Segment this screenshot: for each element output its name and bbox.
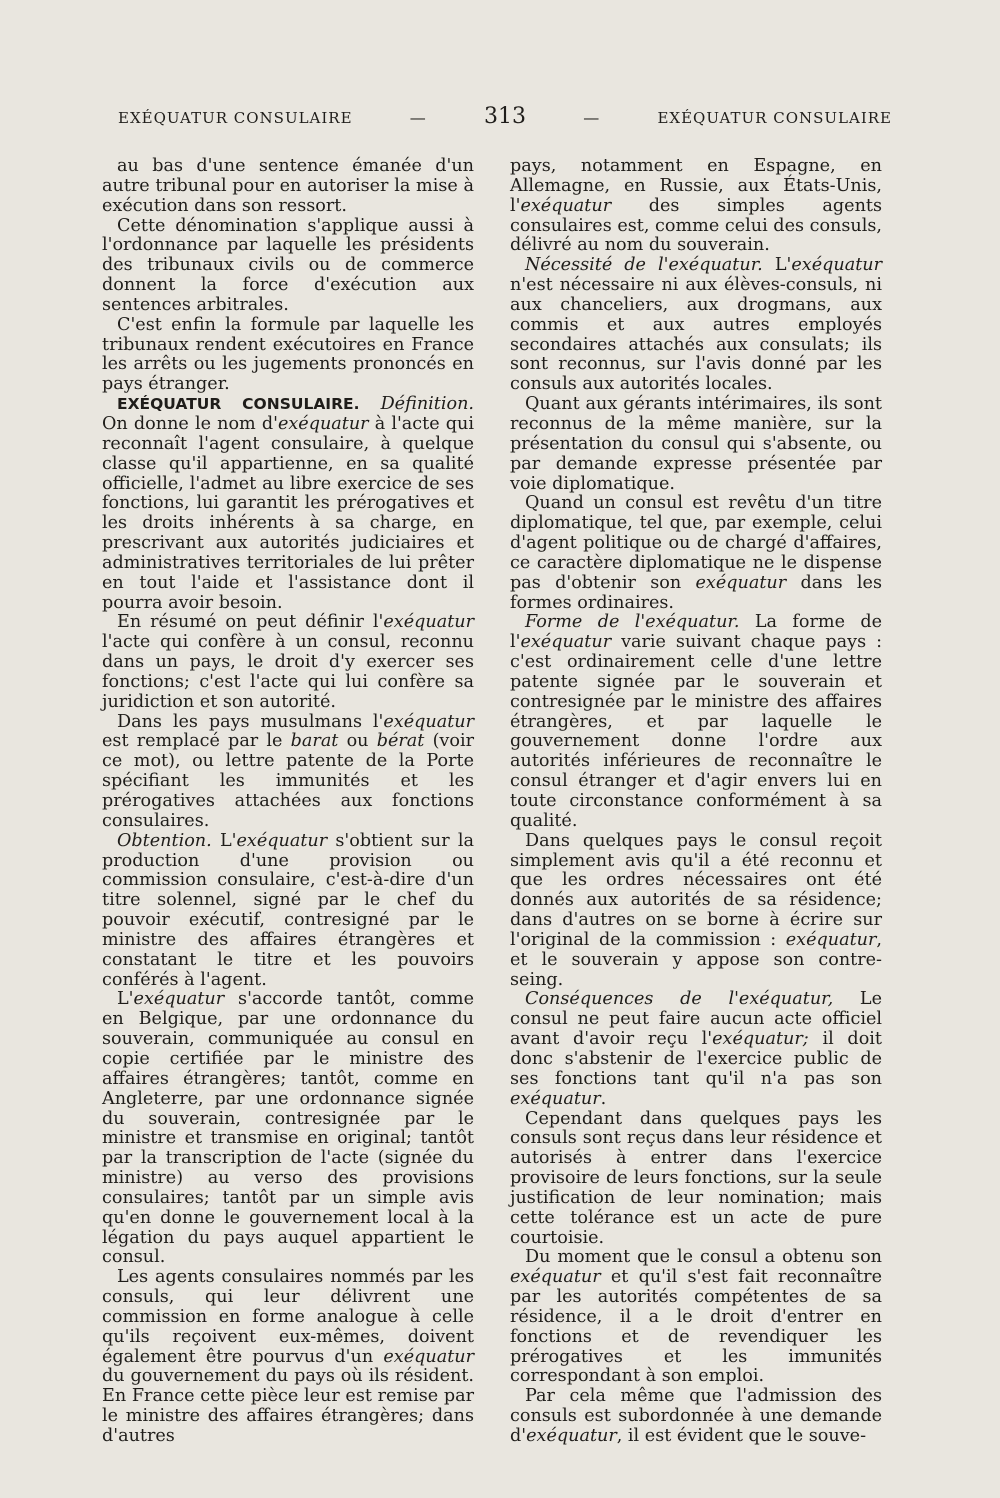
italic-term: exéquatur xyxy=(236,830,328,851)
italic-term: exéquatur xyxy=(510,1267,601,1288)
text-run: Cependant dans quelques pays les consuls sont reçus dans leur résidence et autorisés à entrer dans l'exercice provisoire de leurs fonctions, sur la seule justification de leur nomination; mais cette tolérance est un acte de pure courtoisie. xyxy=(510,1108,882,1248)
subsection-heading: Obtention. xyxy=(117,830,212,851)
paragraph xyxy=(102,832,474,991)
subsection-heading: Définition. xyxy=(380,394,474,415)
paragraph xyxy=(102,1268,474,1447)
subsection-heading: Conséquences de l'exéquatur, xyxy=(525,989,834,1010)
text-run: Par cela même que l'admission des consuls est subordonnée à une demande d' xyxy=(510,1386,882,1446)
paragraph xyxy=(510,1248,882,1387)
text-run: à l'acte qui reconnaît l'agent consulaire, à quelque classe qu'il appartienne, en sa qualité officielle, l'admet au libre exercice de ses fonctions, lui garantit les prérogatives et les droits inhérents à sa charge, en prescrivant aux autorités judiciaires et administratives territoriales de lui prêter en tout l'aide et l'assistance dont il pourra avoir besoin. xyxy=(102,413,474,613)
text-run: Du moment que le consul a obtenu son xyxy=(525,1247,882,1268)
italic-term: barat xyxy=(290,731,339,752)
italic-term: exéquatur xyxy=(695,572,787,593)
text-run: L' xyxy=(117,989,134,1010)
paragraph xyxy=(102,395,474,613)
italic-term: exéquatur xyxy=(791,255,882,276)
italic-term: exéquatur xyxy=(383,612,474,633)
italic-term: exéquatur xyxy=(510,1088,601,1109)
italic-term: exéquatur xyxy=(383,1346,474,1367)
running-head xyxy=(118,104,892,132)
paragraph xyxy=(510,494,882,613)
italic-term: exéquatur xyxy=(383,711,474,732)
text-run: et qu'il s'est fait reconnaître par les autorités compétentes de sa résidence, il a le droit d'entrer en fonctions et de revendiquer les prérogatives et les immunités correspondant à son emploi. xyxy=(510,1267,882,1387)
paragraph xyxy=(510,832,882,991)
text-run: du gouvernement du pays où ils résident. En France cette pièce leur est remise par le ministre des affaires étrangères; dans d'autres xyxy=(102,1366,474,1446)
italic-term: exéquatur; xyxy=(712,1029,809,1050)
section-heading: EXÉQUATUR CONSULAIRE. xyxy=(117,395,360,414)
text-run: des simples agents consulaires est, comme celui des consuls, délivré au nom du souverain. xyxy=(510,195,882,256)
text-run: au bas d'une sentence émanée d'un autre tribunal pour en autoriser la mise à exécution dans son ressort. xyxy=(102,156,474,216)
header-right-title: EXÉQUATUR CONSULAIRE xyxy=(657,109,892,127)
text-run: Le consul ne peut faire aucun acte officiel avant d'avoir reçu l' xyxy=(510,989,882,1050)
page-number: 313 xyxy=(484,104,526,129)
text-run: il doit donc s'abstenir de l'exercice public de ses fonctions tant qu'il n'a pas son xyxy=(510,1029,882,1089)
left-column xyxy=(102,157,474,1447)
paragraph xyxy=(102,157,474,217)
paragraph xyxy=(510,395,882,494)
text-run: s'obtient sur la production d'une provision ou commission consulaire, c'est-à-dire d'un titre solennel, signé par le chef du pouvoir exécutif, contresigné par le ministre des affaires étrangères et constatant le titre et les pouvoirs conférés à l'agent. xyxy=(102,830,474,990)
text-run: dans les formes ordinaires. xyxy=(510,572,882,613)
paragraph xyxy=(510,613,882,831)
paragraph xyxy=(510,990,882,1109)
text-run: est remplacé par le xyxy=(102,731,291,752)
paragraph xyxy=(102,217,474,316)
text-run: s'accorde tantôt, comme en Belgique, par une ordonnance du souverain, communiquée au consul en copie certifiée par le ministre des affaires étrangères; tantôt, comme en Angleterre, par une ordonnance signée du souverain, contresignée par le ministre et transmise en original; tantôt par la transcription de l'acte (signée du ministre) au verso des provisions consulaires; tantôt par un simple avis qu'en donne le gouvernement local à la légation du pays auquel appartient le consul. xyxy=(102,989,474,1268)
paragraph xyxy=(102,316,474,395)
paragraph xyxy=(102,713,474,832)
text-run: Quant aux gérants intérimaires, ils sont reconnus de la même manière, sur la présentation du consul qui s'absente, ou par demande expresse présentée par voie diplomatique. xyxy=(510,394,882,494)
paragraph xyxy=(102,613,474,712)
italic-term: exéquatur xyxy=(785,929,877,950)
subsection-heading: Forme de l'exéquatur. xyxy=(525,612,740,633)
text-run: Dans les pays musulmans l' xyxy=(117,711,384,732)
header-left-title: EXÉQUATUR CONSULAIRE xyxy=(118,109,353,127)
header-dash-right: — xyxy=(583,108,601,127)
text-run: varie suivant chaque pays : c'est ordinairement celle d'une lettre patente signée par le souverain et contresignée par le ministre des affaires étrangères, et par laquelle le gouvernement donne l'ordre aux autorités inférieures de reconnaître le consul étranger et d'agir envers lui en toute circonstance conformément à sa qualité. xyxy=(510,632,882,831)
italic-term: exéquatur xyxy=(277,413,369,434)
text-run: (voir ce mot), ou lettre patente de la Porte spécifiant les immunités et les prérogatives attachées aux fonctions consulaires. xyxy=(102,731,475,831)
text-run: On donne le nom d' xyxy=(102,413,278,434)
text-run: , il est évident que le souve- xyxy=(616,1426,867,1446)
text-run: pays, notamment en Espagne, en Allemagne, en Russie, aux États-Unis, l' xyxy=(510,156,882,216)
right-column xyxy=(510,157,882,1447)
paragraph xyxy=(102,990,474,1268)
paragraph xyxy=(510,1387,882,1447)
text-run: L' xyxy=(219,830,237,851)
italic-term: bérat xyxy=(376,731,425,752)
text-run: n'est nécessaire ni aux élèves-consuls, ni aux chanceliers, aux drogmans, aux commis et aux autres employés secondaires attachés aux consulats; ils sont reconnus, sur l'avis donné par les consuls aux autorités locales. xyxy=(510,275,882,395)
text-run: En résumé on peut définir l' xyxy=(117,612,384,633)
subsection-heading: Nécessité de l'exéquatur. xyxy=(525,255,763,276)
paragraph xyxy=(510,157,882,256)
text-run: Les agents consulaires nommés par les consuls, qui leur délivrent une commission en forme analogue à celle qu'ils reçoivent eux-mêmes, doivent également être pourvus d'un xyxy=(102,1267,474,1367)
text-run: l'acte qui confère à un consul, reconnu dans un pays, le droit d'y exercer ses fonctions; c'est l'acte qui lui confère sa juridiction et son autorité. xyxy=(102,632,474,712)
italic-term: exéquatur xyxy=(526,1426,617,1446)
text-run: C'est enfin la formule par laquelle les tribunaux rendent exécutoires en France les arrêts ou les jugements prononcés en pays étranger. xyxy=(102,314,474,395)
text-run: Cette dénomination s'applique aussi à l'ordonnance par laquelle les présidents des tribunaux civils ou de commerce donnent la force d'exécution aux sentences arbitrales. xyxy=(102,215,474,315)
text-run: Quand un consul est revêtu d'un titre diplomatique, tel que, par exemple, celui d'agent politique ou de chargé d'affaires, ce caractère diplomatique ne le dispense pas d'obtenir son xyxy=(510,493,882,593)
text-run: ou xyxy=(338,731,377,752)
italic-term: exéquatur xyxy=(520,195,612,216)
italic-term: exéquatur xyxy=(520,632,612,653)
text-run: , et le souverain y appose son contre-seing. xyxy=(510,929,882,990)
header-dash-left: — xyxy=(409,108,427,127)
text-run: . xyxy=(600,1088,607,1109)
text-run: La forme de l' xyxy=(510,612,882,653)
text-run: Dans quelques pays le consul reçoit simplement avis qu'il a été reconnu et que les ordres nécessaires ont été donnés aux autorités de sa résidence; dans d'autres on se borne à écrire sur l'original de la commission : xyxy=(510,830,882,950)
paragraph xyxy=(510,1110,882,1249)
italic-term: exéquatur xyxy=(133,989,225,1010)
text-run: L' xyxy=(774,255,792,276)
paragraph xyxy=(510,256,882,395)
